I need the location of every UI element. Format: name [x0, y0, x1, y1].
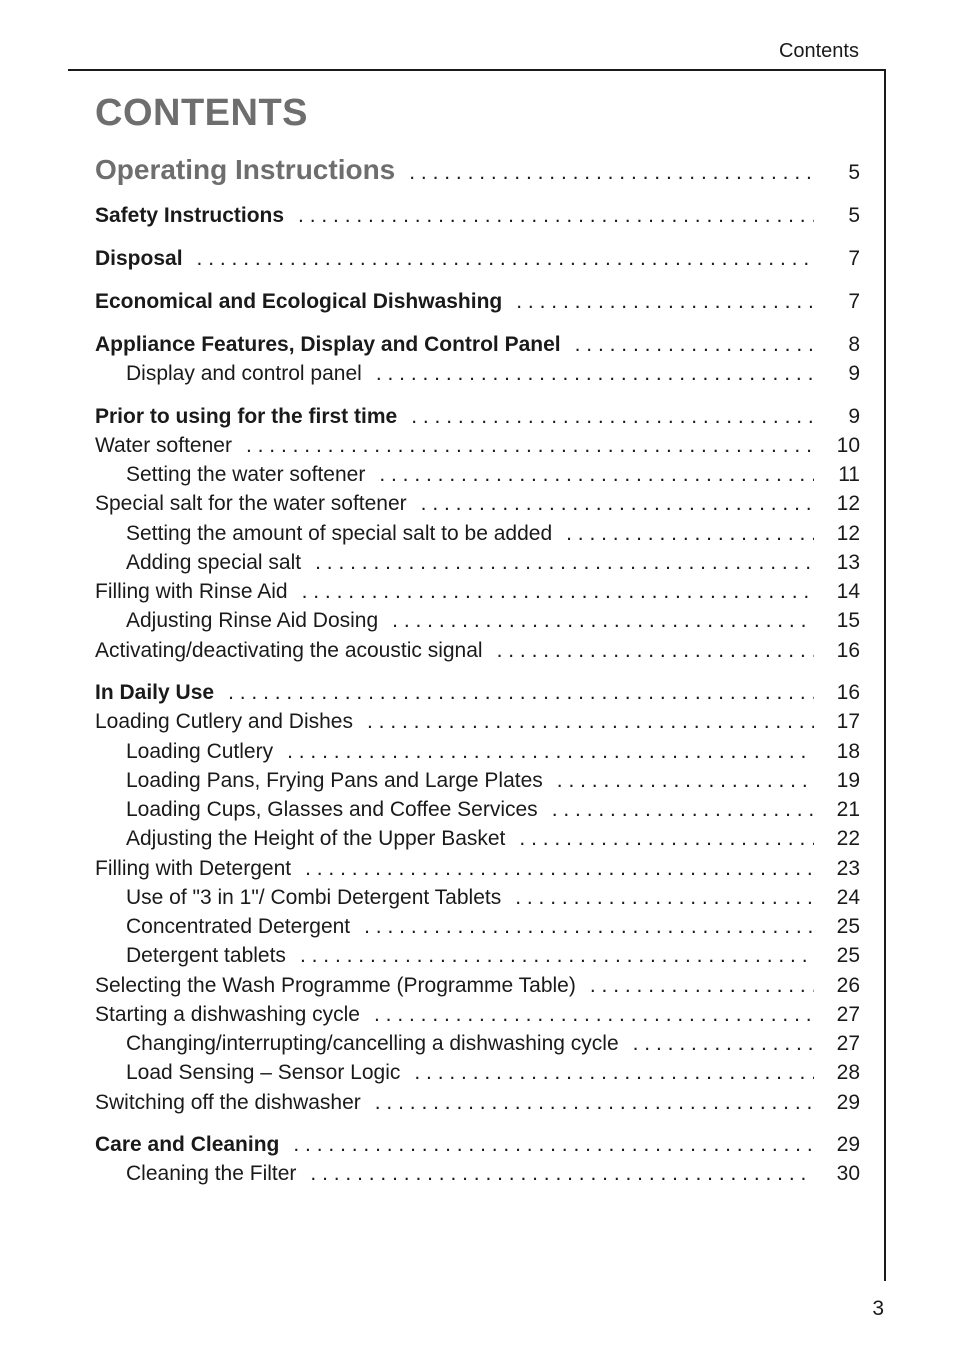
toc-entry-label: Loading Cutlery and Dishes: [95, 710, 353, 733]
dot-leader: [246, 432, 814, 460]
dot-leader: [497, 637, 814, 665]
toc-entry-label: Detergent tablets: [126, 944, 286, 967]
toc-entry-label: Setting the water softener: [126, 463, 366, 486]
toc-entry-label: In Daily Use: [95, 681, 215, 704]
toc-entry-page: 12: [836, 492, 860, 515]
dot-leader: [310, 1160, 814, 1188]
toc-entry-page: 27: [836, 1003, 860, 1026]
dot-leader: [300, 942, 814, 970]
dot-leader: [519, 825, 814, 853]
toc-entry[interactable]: [95, 490, 860, 518]
dot-leader: [575, 331, 814, 359]
toc-entry-section[interactable]: [95, 288, 860, 316]
toc-entry-label: Disposal: [95, 247, 183, 270]
toc-entry-page: 26: [836, 974, 860, 997]
dot-leader: [228, 679, 814, 707]
page-number: 3: [872, 1297, 884, 1320]
toc-entry-page: 7: [848, 247, 860, 270]
toc-entry-page: 7: [848, 290, 860, 313]
toc-entry-page: 9: [848, 405, 860, 428]
page-title: CONTENTS: [95, 92, 308, 134]
toc-entry-label: Setting the amount of special salt to be added: [126, 522, 553, 545]
toc-entry-page: 25: [836, 944, 860, 967]
toc-entry-label: Adjusting the Height of the Upper Basket: [126, 827, 506, 850]
dot-leader: [421, 490, 814, 518]
dot-leader: [364, 913, 814, 941]
toc-entry-label: Prior to using for the first time: [95, 405, 398, 428]
toc-entry[interactable]: [95, 855, 860, 883]
dot-leader: [298, 202, 814, 230]
toc-entry-label: Filling with Rinse Aid: [95, 580, 288, 603]
toc-entry-label: Adjusting Rinse Aid Dosing: [126, 609, 379, 632]
toc-entry-subsection[interactable]: [126, 360, 860, 388]
toc-entry-label: Appliance Features, Display and Control Panel: [95, 333, 561, 356]
toc-entry-page: 16: [836, 681, 860, 704]
toc-entry-label: Starting a dishwashing cycle: [95, 1003, 360, 1026]
toc-entry-page: 18: [836, 740, 860, 763]
dot-leader: [411, 403, 814, 431]
toc-entry-label: Selecting the Wash Programme (Programme Table): [95, 974, 576, 997]
toc-entry-page: 14: [836, 580, 860, 603]
dot-leader: [566, 520, 814, 548]
header-rule: [68, 69, 886, 71]
toc-entry-subsection[interactable]: [126, 796, 860, 824]
toc-entry-label: Filling with Detergent: [95, 857, 292, 880]
toc-entry-subsection[interactable]: [126, 461, 860, 489]
dot-leader: [302, 578, 814, 606]
toc-entry-subsection[interactable]: [126, 1059, 860, 1087]
toc-entry-subsection[interactable]: [126, 767, 860, 795]
dot-leader: [516, 288, 814, 316]
toc-entry-page: 17: [836, 710, 860, 733]
toc-entry-page: 23: [836, 857, 860, 880]
toc-entry-page: 29: [836, 1091, 860, 1114]
dot-leader: [414, 1059, 814, 1087]
toc-entry-page: 28: [836, 1061, 860, 1084]
toc-entry-section[interactable]: [95, 202, 860, 230]
toc-entry-page: 11: [838, 463, 860, 486]
dot-leader: [367, 708, 814, 736]
toc-entry-page: 5: [848, 204, 860, 227]
toc-entry-label: Switching off the dishwasher: [95, 1091, 361, 1114]
toc-entry-label: Safety Instructions: [95, 204, 285, 227]
toc-entry-subsection[interactable]: [126, 825, 860, 853]
toc-entry[interactable]: [95, 1089, 860, 1117]
toc-entry-page: 9: [848, 362, 860, 385]
toc-entry[interactable]: [95, 972, 860, 1000]
toc-entry-page: 16: [836, 639, 860, 662]
dot-leader: [633, 1030, 814, 1058]
toc-entry[interactable]: [95, 432, 860, 460]
dot-leader: [552, 796, 814, 824]
toc-entry-page: 22: [836, 827, 860, 850]
dot-leader: [590, 972, 814, 1000]
margin-rule: [884, 69, 886, 1281]
dot-leader: [374, 1001, 814, 1029]
toc-entry-section[interactable]: [95, 679, 860, 707]
toc-entry-subsection[interactable]: [126, 913, 860, 941]
toc-entry-label: Loading Cutlery: [126, 740, 274, 763]
toc-entry-label: Changing/interrupting/cancelling a dishwashing cycle: [126, 1032, 619, 1055]
toc-entry-subsection[interactable]: [126, 607, 860, 635]
toc-entry-label: Adding special salt: [126, 551, 302, 574]
toc-entry-label: Economical and Ecological Dishwashing: [95, 290, 503, 313]
dot-leader: [305, 855, 814, 883]
dot-leader: [409, 159, 814, 187]
toc-entry-label: Loading Cups, Glasses and Coffee Services: [126, 798, 538, 821]
toc-entry-page: 25: [836, 915, 860, 938]
dot-leader: [376, 360, 814, 388]
toc-entry-page: 15: [836, 609, 860, 632]
toc-entry-label: Load Sensing – Sensor Logic: [126, 1061, 401, 1084]
toc-entry-label: Display and control panel: [126, 362, 362, 385]
toc-entry-label: Concentrated Detergent: [126, 915, 351, 938]
dot-leader: [379, 461, 814, 489]
toc-entry[interactable]: [95, 637, 860, 665]
toc-entry-page: 30: [836, 1162, 860, 1185]
toc-entry-page: 19: [836, 769, 860, 792]
toc-entry-label: Water softener: [95, 434, 232, 457]
toc-entry[interactable]: [95, 708, 860, 736]
toc-entry-subsection[interactable]: [126, 520, 860, 548]
running-header: Contents: [778, 40, 859, 62]
toc-entry-label: Use of "3 in 1"/ Combi Detergent Tablets: [126, 886, 502, 909]
dot-leader: [287, 738, 814, 766]
dot-leader: [392, 607, 814, 635]
toc-entry-label: Special salt for the water softener: [95, 492, 407, 515]
toc-entry-section[interactable]: [95, 1131, 860, 1159]
toc-entry-page: 27: [836, 1032, 860, 1055]
toc-entry-section[interactable]: [95, 331, 860, 359]
toc-entry-subsection[interactable]: [126, 738, 860, 766]
dot-leader: [293, 1131, 814, 1159]
toc-entry-subsection[interactable]: [126, 1160, 860, 1188]
toc-entry-page: 10: [836, 434, 860, 457]
toc-entry-label: Operating Instructions: [95, 154, 396, 185]
toc-entry-subsection[interactable]: [126, 884, 860, 912]
toc-entry-subsection[interactable]: [126, 549, 860, 577]
toc-entry-part[interactable]: [95, 156, 860, 187]
toc-entry-page: 12: [836, 522, 860, 545]
dot-leader: [375, 1089, 814, 1117]
toc-entry-page: 21: [836, 798, 860, 821]
toc-entry-label: Care and Cleaning: [95, 1133, 280, 1156]
toc-entry-label: Activating/deactivating the acoustic signal: [95, 639, 483, 662]
toc-entry-subsection[interactable]: [126, 1030, 860, 1058]
dot-leader: [515, 884, 814, 912]
toc-entry-label: Loading Pans, Frying Pans and Large Plates: [126, 769, 543, 792]
toc-entry[interactable]: [95, 1001, 860, 1029]
toc-entry-subsection[interactable]: [126, 942, 860, 970]
dot-leader: [557, 767, 814, 795]
toc-entry-page: 5: [848, 161, 860, 184]
toc-entry-section[interactable]: [95, 403, 860, 431]
dot-leader: [197, 245, 814, 273]
toc-entry-page: 13: [836, 551, 860, 574]
dot-leader: [315, 549, 814, 577]
toc-entry-page: 29: [836, 1133, 860, 1156]
toc-entry-page: 8: [848, 333, 860, 356]
toc-entry-page: 24: [836, 886, 860, 909]
toc-entry-label: Cleaning the Filter: [126, 1162, 297, 1185]
toc-entry-section[interactable]: [95, 245, 860, 273]
toc-entry[interactable]: [95, 578, 860, 606]
